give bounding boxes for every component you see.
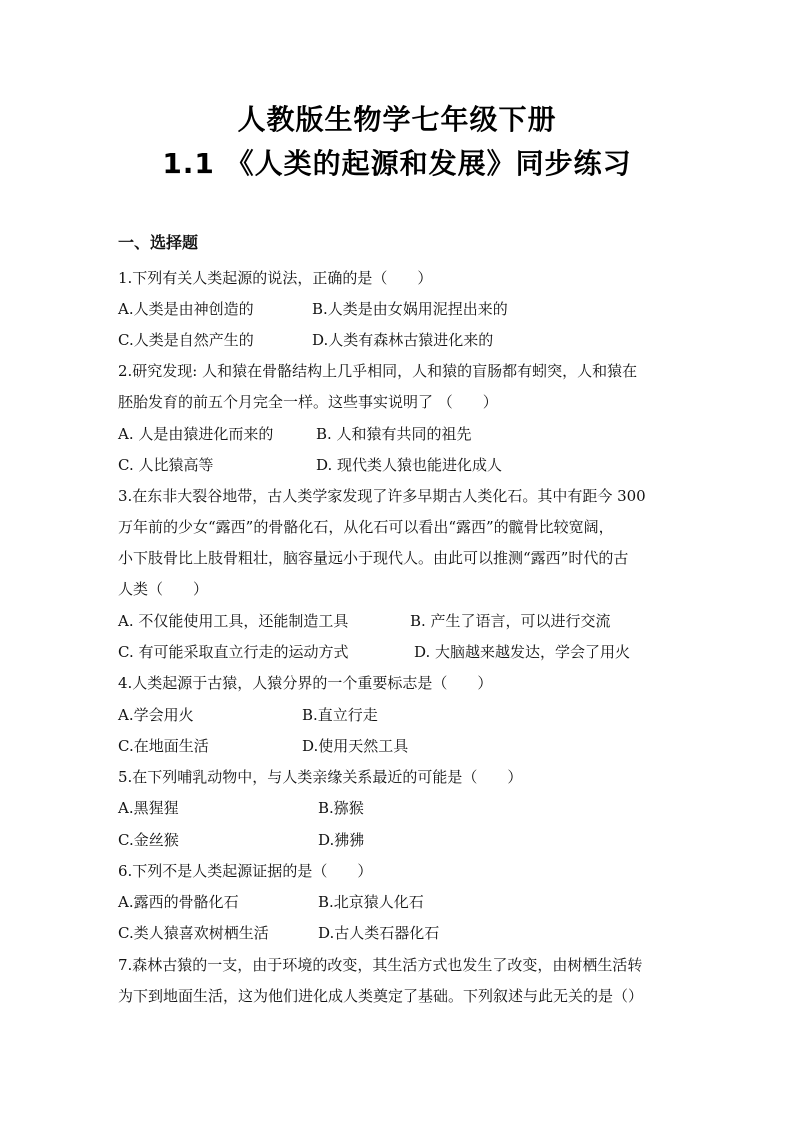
question-6-option-c: C.类人猿喜欢树栖生活: [118, 924, 269, 942]
question-2-stem-line-2: 胚胎发育的前五个月完全一样。这些事实说明了 （ ）: [118, 393, 498, 411]
question-4-option-c: C.在地面生活: [118, 737, 209, 755]
question-5-option-d: D.狒狒: [318, 831, 365, 849]
question-3-option-d: D. 大脑越来越发达，学会了用火: [414, 643, 631, 661]
question-4-option-b: B.直立行走: [302, 706, 378, 724]
section-heading: 一、选择题: [118, 233, 199, 252]
question-3-option-b: B. 产生了语言，可以进行交流: [410, 612, 611, 630]
question-3-stem-line-2: 万年前的少女“露西”的骨骼化石，从化石可以看出“露西”的髋骨比较宽阔，: [118, 518, 614, 536]
document-subtitle: 1.1 《人类的起源和发展》同步练习: [162, 147, 632, 180]
question-1-stem: 1.下列有关人类起源的说法，正确的是（ ）: [118, 269, 433, 287]
question-1-option-a: A.人类是由神创造的: [118, 300, 254, 318]
question-1-option-c: C.人类是自然产生的: [118, 331, 254, 349]
question-2-option-c: C. 人比猿高等: [118, 456, 214, 474]
question-7-stem-line-2: 为下到地面生活，这为他们进化成人类奠定了基础。下列叙述与此无关的是（）: [118, 987, 644, 1005]
question-5-option-c: C.金丝猴: [118, 831, 179, 849]
question-6-option-d: D.古人类石器化石: [318, 924, 440, 942]
question-2-option-d: D. 现代类人猿也能进化成人: [316, 456, 503, 474]
question-3-stem-line-3: 小下肢骨比上肢骨粗壮，脑容量远小于现代人。由此可以推测“露西”时代的古: [118, 549, 629, 567]
question-3-option-c: C. 有可能采取直立行走的运动方式: [118, 643, 349, 661]
question-3-stem-line-1: 3.在东非大裂谷地带，古人类学家发现了许多早期古人类化石。其中有距今 300: [118, 487, 646, 505]
question-2-option-b: B. 人和猿有共同的祖先: [316, 425, 472, 443]
question-7-stem-line-1: 7.森林古猿的一支，由于环境的改变，其生活方式也发生了改变，由树栖生活转: [118, 956, 643, 974]
question-4-option-d: D.使用天然工具: [302, 737, 409, 755]
question-3-stem-line-4: 人类（ ）: [118, 580, 209, 598]
question-5-option-b: B.猕猴: [318, 799, 364, 817]
question-6-stem: 6.下列不是人类起源证据的是（ ）: [118, 862, 373, 880]
question-5-stem: 5.在下列哺乳动物中，与人类亲缘关系最近的可能是（ ）: [118, 768, 523, 786]
question-6-option-a: A.露西的骨骼化石: [118, 893, 239, 911]
question-5-option-a: A.黑猩猩: [118, 799, 179, 817]
question-3-option-a: A. 不仅能使用工具，还能制造工具: [118, 612, 349, 630]
question-4-option-a: A.学会用火: [118, 706, 194, 724]
question-4-stem: 4.人类起源于古猿，人猿分界的一个重要标志是（ ）: [118, 674, 493, 692]
question-6-option-b: B.北京猿人化石: [318, 893, 424, 911]
question-1-option-d: D.人类有森林古猿进化来的: [312, 331, 494, 349]
question-2-option-a: A. 人是由猿进化而来的: [118, 425, 274, 443]
question-2-stem-line-1: 2.研究发现: 人和猿在骨骼结构上几乎相同，人和猿的盲肠都有蚓突，人和猿在: [118, 362, 638, 380]
question-1-option-b: B.人类是由女娲用泥捏出来的: [312, 300, 508, 318]
document-title: 人教版生物学七年级下册: [237, 103, 557, 136]
